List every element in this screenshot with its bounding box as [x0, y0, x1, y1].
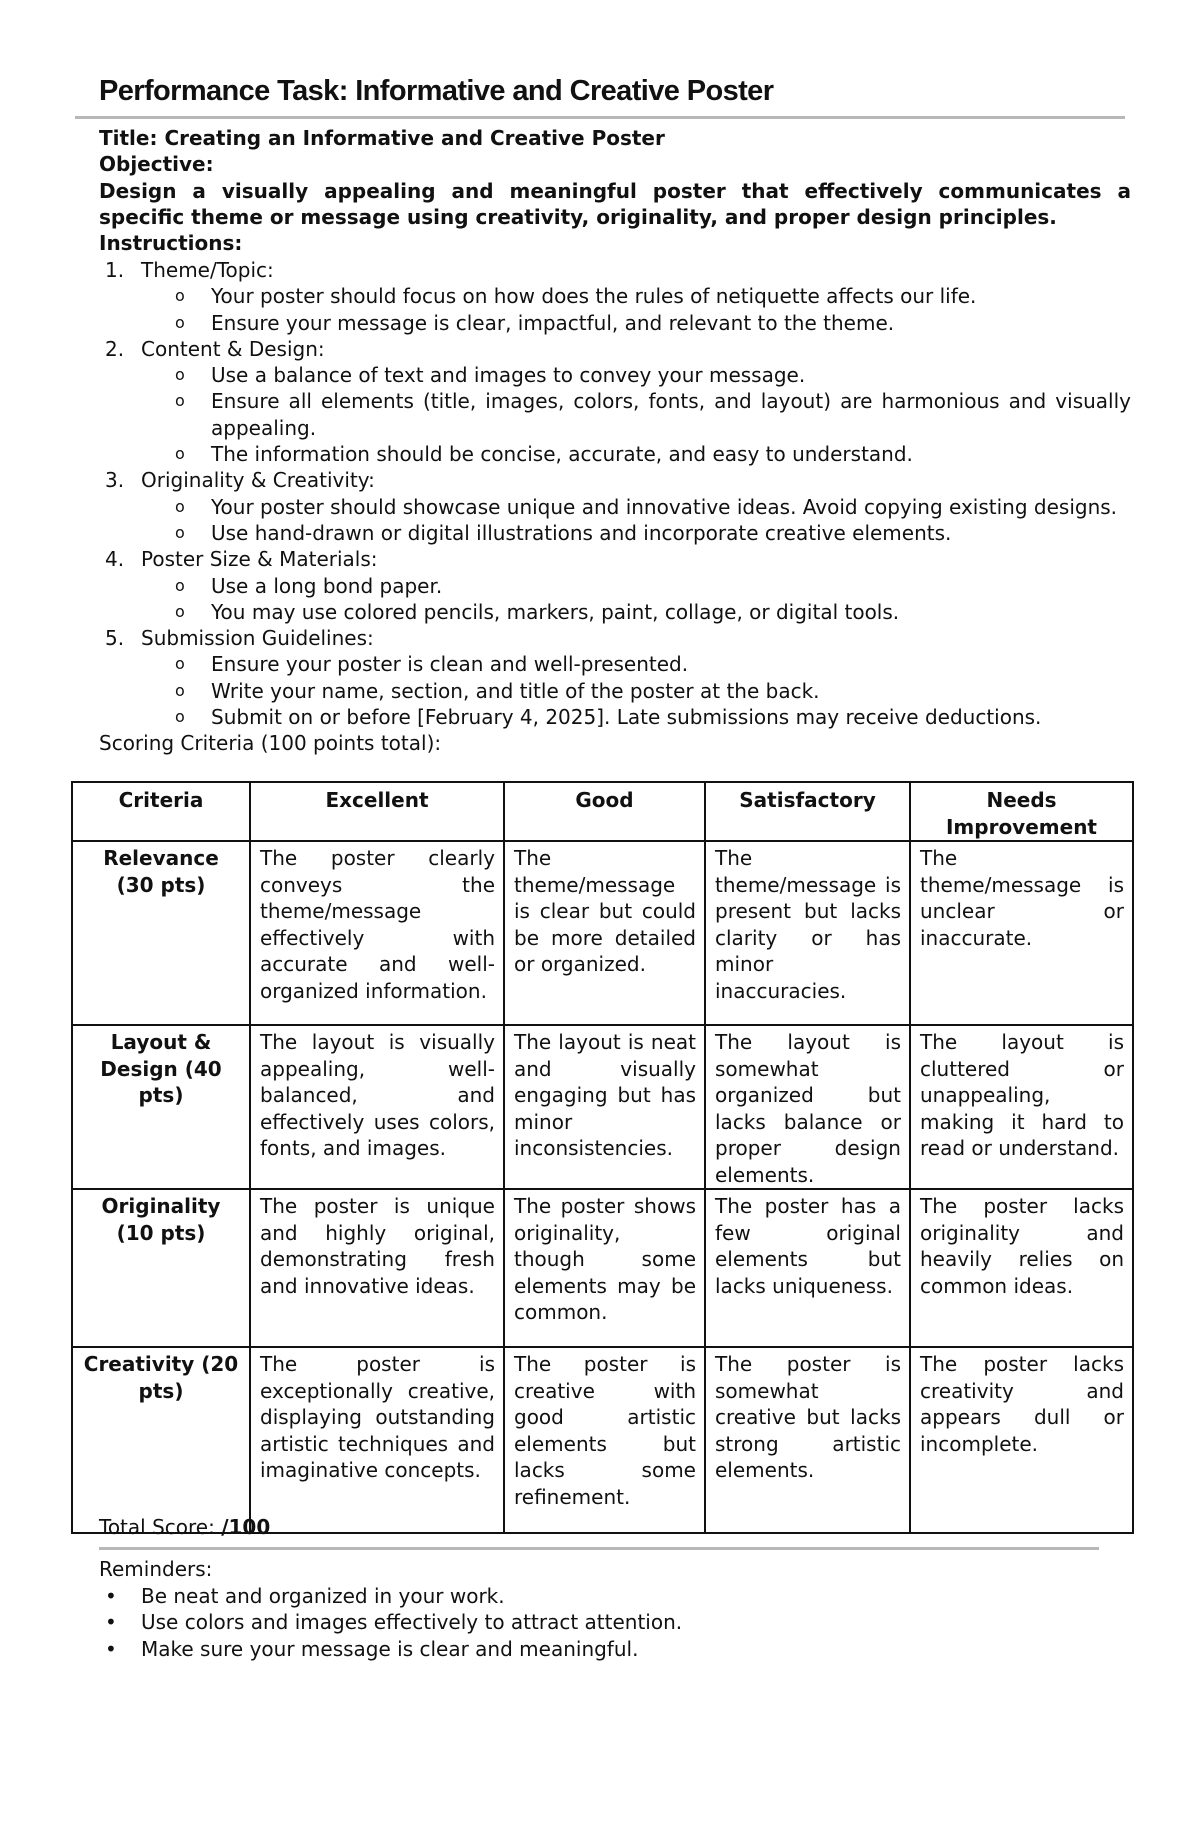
reminders-divider	[99, 1547, 1099, 1550]
bullet-dot-icon: •	[105, 1583, 117, 1608]
reminder-text: Use colors and images effectively to attract attention.	[141, 1610, 683, 1634]
rubric-cell: The poster is unique and highly original, demonstrating fresh and innovative ideas.	[250, 1189, 504, 1347]
list-item	[99, 1636, 1131, 1663]
rubric-cell: The poster shows originality, though some elements may be common.	[504, 1189, 705, 1347]
criteria-cell: Creativity (20 pts)	[72, 1347, 250, 1533]
instruction-heading: Poster Size & Materials:	[141, 547, 378, 572]
rubric-cell: The theme/message is unclear or inaccurate.	[910, 841, 1133, 1025]
instruction-point	[99, 362, 1131, 388]
point-text: Ensure your message is clear, impactful, and relevant to the theme.	[211, 310, 895, 335]
rubric-cell: The poster is exceptionally creative, displaying outstanding artistic techniques and imaginative concepts.	[250, 1347, 504, 1533]
rubric-cell: The poster has a few original elements but lacks uniqueness.	[705, 1189, 910, 1347]
instructions-list	[99, 257, 1131, 757]
bullet-o-icon: o	[175, 707, 185, 727]
instruction-item	[99, 625, 1131, 651]
instruction-heading: Content & Design:	[141, 336, 325, 361]
total-score-line	[99, 1514, 1131, 1540]
instruction-point	[99, 441, 1131, 467]
point-text: The information should be concise, accurate, and easy to understand.	[211, 442, 913, 467]
instruction-heading: Theme/Topic:	[141, 258, 274, 282]
list-item	[99, 1583, 1131, 1610]
point-text: Ensure your poster is clean and well-presented.	[211, 652, 689, 677]
rubric-cell: The poster lacks creativity and appears dull or incomplete.	[910, 1347, 1133, 1533]
document-page	[83, 70, 1131, 1661]
column-header: Satisfactory	[705, 782, 910, 841]
total-score-value: /100	[221, 1515, 271, 1539]
instruction-item	[99, 467, 1131, 493]
instruction-number: 2.	[105, 336, 125, 361]
bullet-o-icon: o	[175, 680, 185, 700]
point-text: Ensure all elements (title, images, colors, fonts, and layout) are harmonious and visually appealing.	[211, 389, 1131, 440]
point-text: Submit on or before [February 4, 2025]. Late submissions may receive deductions.	[211, 705, 1042, 730]
rubric-cell: The poster is creative with good artistic elements but lacks some refinement.	[504, 1347, 705, 1533]
instruction-point	[99, 283, 1131, 309]
column-header: Criteria	[72, 782, 250, 841]
rubric-cell: The theme/message is clear but could be more detailed or organized.	[504, 841, 705, 1025]
objective-text: Design a visually appealing and meaningful poster that effectively communicates a specific theme or message using creativity, originality, and proper design principles.	[99, 178, 1131, 229]
table-row	[72, 1347, 1133, 1533]
point-text: Use a balance of text and images to convey your message.	[211, 363, 806, 388]
column-header: Good	[504, 782, 705, 841]
table-row	[72, 1189, 1133, 1347]
instruction-point	[99, 704, 1131, 730]
point-text: Use a long bond paper.	[211, 573, 443, 598]
criteria-cell: Relevance (30 pts)	[72, 841, 250, 1025]
instruction-point	[99, 599, 1131, 625]
rubric-cell: The layout is neat and visually engaging but has minor inconsistencies.	[504, 1025, 705, 1189]
instruction-number: 5.	[105, 626, 125, 651]
intro-section	[99, 125, 1131, 256]
point-text: You may use colored pencils, markers, paint, collage, or digital tools.	[211, 599, 900, 624]
rubric-cell: The layout is visually appealing, well-balanced, and effectively uses colors, fonts, and images.	[250, 1025, 504, 1189]
instruction-point	[99, 310, 1131, 336]
point-text: Your poster should focus on how does the rules of netiquette affects our life.	[211, 284, 977, 309]
criteria-cell: Originality (10 pts)	[72, 1189, 250, 1347]
rubric-cell: The poster lacks originality and heavily relies on common ideas.	[910, 1189, 1133, 1347]
rubric-cell: The poster is somewhat creative but lacks strong artistic elements.	[705, 1347, 910, 1533]
bullet-o-icon: o	[175, 312, 185, 332]
table-header-row	[72, 782, 1133, 841]
instruction-item	[99, 336, 1131, 362]
bullet-o-icon: o	[175, 286, 185, 306]
instruction-point	[99, 651, 1131, 677]
scoring-criteria-label: Scoring Criteria (100 points total):	[99, 731, 442, 756]
criteria-cell: Layout & Design (40 pts)	[72, 1025, 250, 1189]
title-divider	[75, 116, 1125, 119]
list-item	[99, 1609, 1131, 1636]
point-text: Your poster should showcase unique and innovative ideas. Avoid copying existing designs.	[211, 494, 1118, 519]
bullet-dot-icon: •	[105, 1636, 117, 1661]
page-title: Performance Task: Informative and Creative Poster	[99, 75, 774, 107]
bullet-o-icon: o	[175, 391, 185, 411]
objective-label: Objective:	[99, 152, 214, 177]
total-score-label: Total Score:	[99, 1515, 215, 1539]
instruction-heading: Submission Guidelines:	[141, 626, 374, 651]
instruction-point	[99, 678, 1131, 704]
instruction-point	[99, 494, 1131, 520]
instruction-item	[99, 546, 1131, 572]
column-header: Needs Improvement	[910, 782, 1133, 841]
reminder-text: Be neat and organized in your work.	[141, 1583, 505, 1608]
instruction-point	[99, 573, 1131, 599]
column-header: Excellent	[250, 782, 504, 841]
instruction-number: 3.	[105, 468, 125, 493]
instruction-point	[99, 388, 1131, 441]
instruction-point	[99, 520, 1131, 546]
rubric-cell: The layout is somewhat organized but lacks balance or proper design elements.	[705, 1025, 910, 1189]
bullet-o-icon: o	[175, 601, 185, 621]
rubric-cell: The theme/message is present but lacks clarity or has minor inaccuracies.	[705, 841, 910, 1025]
reminder-text: Make sure your message is clear and meaningful.	[141, 1636, 639, 1661]
bullet-o-icon: o	[175, 444, 185, 464]
instruction-heading: Originality & Creativity:	[141, 468, 375, 493]
instructions-label: Instructions:	[99, 231, 243, 256]
instruction-item	[99, 257, 1131, 283]
table-row	[72, 1025, 1133, 1189]
bullet-o-icon: o	[175, 496, 185, 516]
point-text: Write your name, section, and title of the poster at the back.	[211, 678, 820, 703]
bullet-dot-icon: •	[105, 1610, 117, 1634]
poster-title-line: Title: Creating an Informative and Creative Poster	[99, 126, 665, 150]
bullet-o-icon: o	[175, 654, 185, 674]
rubric-cell: The layout is cluttered or unappealing, making it hard to read or understand.	[910, 1025, 1133, 1189]
rubric-cell: The poster clearly conveys the theme/message effectively with accurate and well-organized information.	[250, 841, 504, 1025]
instruction-number: 4.	[105, 547, 125, 572]
bullet-o-icon: o	[175, 365, 185, 385]
bullet-o-icon: o	[175, 575, 185, 595]
scoring-rubric-table	[71, 781, 1134, 1534]
bullet-o-icon: o	[175, 522, 185, 542]
point-text: Use hand-drawn or digital illustrations and incorporate creative elements.	[211, 520, 952, 545]
table-row	[72, 841, 1133, 1025]
reminders-section	[99, 1556, 1131, 1662]
reminders-label: Reminders:	[99, 1557, 213, 1581]
instruction-number: 1.	[105, 258, 125, 282]
